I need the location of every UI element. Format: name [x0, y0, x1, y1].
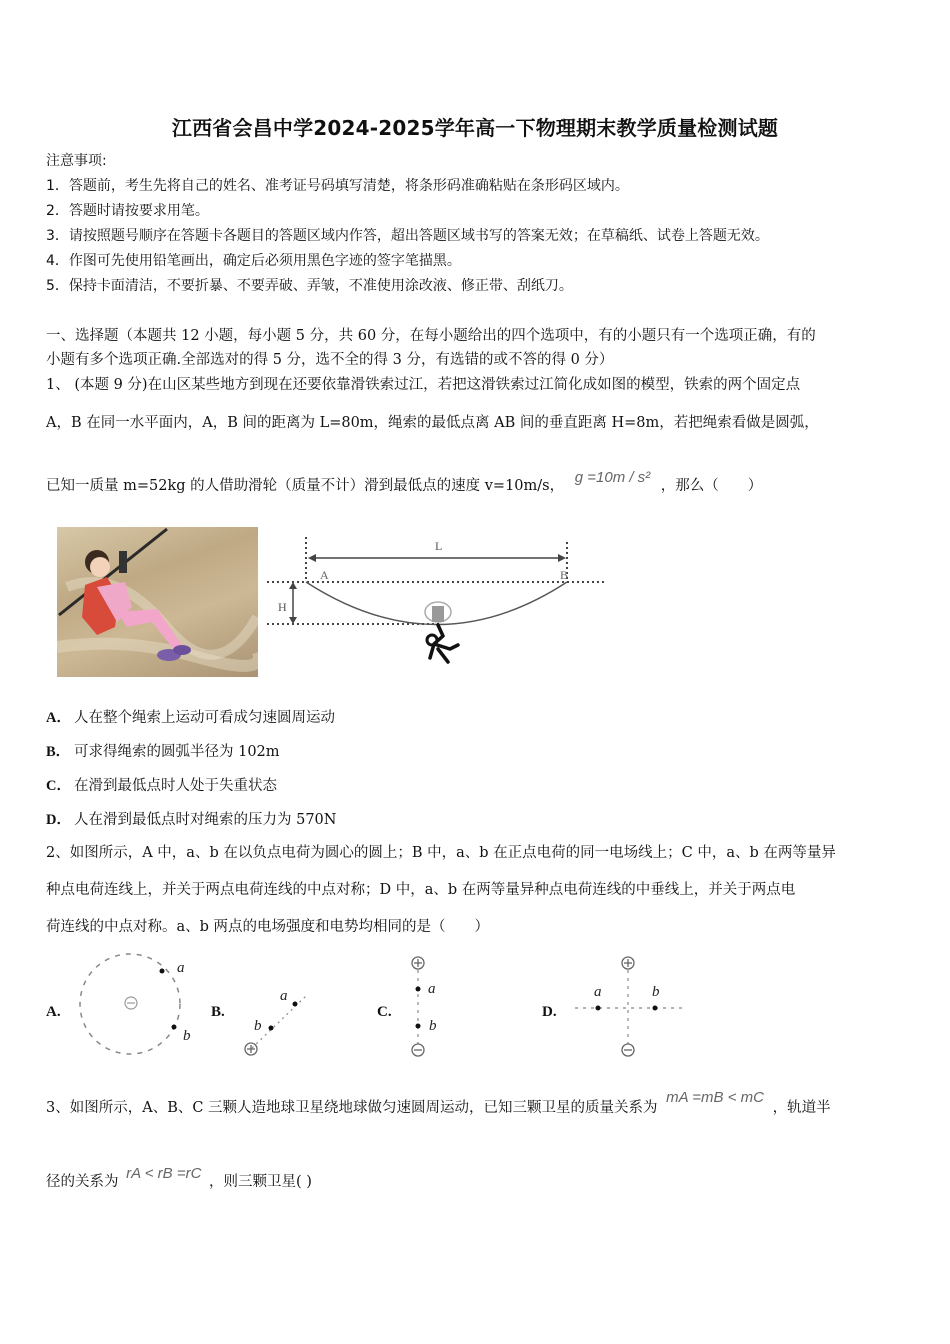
figure-d: [570, 952, 690, 1066]
figure-label: A.: [46, 1004, 61, 1020]
label-L: L: [435, 539, 443, 553]
zipline-photo-illustration: [57, 527, 258, 677]
option-a[interactable]: [46, 706, 335, 727]
point-a: a: [177, 960, 185, 976]
section-instructions: 小题有多个选项正确.全部选对的得 5 分，选不全的得 3 分，有选错的或不答的得 0 分）: [46, 352, 614, 368]
question-text: 2、如图所示，A 中，a、b 在以负点电荷为圆心的圆上；B 中，a、b 在正点电荷的同一电场线上；C 中，a、b 在两等量异: [46, 845, 836, 861]
question-text: [46, 1165, 312, 1192]
figure-label: B.: [211, 1004, 225, 1020]
label-A: A: [320, 568, 329, 582]
point-b: b: [429, 1018, 437, 1034]
figure-c: [400, 952, 460, 1066]
point-a: a: [594, 984, 602, 1000]
figure-b-option[interactable]: [211, 1001, 225, 1021]
point-a: a: [280, 988, 288, 1004]
figure-d-option[interactable]: [542, 1001, 557, 1021]
option-label: B．: [46, 744, 71, 760]
question-text-part: 径的关系为: [46, 1174, 119, 1190]
option-label: A．: [46, 710, 71, 726]
mass-relation-formula: mA =mB < mC: [666, 1089, 764, 1106]
gravity-formula: g =10m / s²: [574, 469, 651, 486]
page-title: 江西省会昌中学2024-2025学年高一下物理期末教学质量检测试题: [171, 116, 779, 140]
question-text: 荷连线的中点对称。a、b 两点的电场强度和电势均相同的是（ ）: [46, 919, 490, 935]
figure-a-svg: [75, 950, 205, 1060]
figure-c-svg: [400, 952, 460, 1062]
section-instructions: 一、选择题（本题共 12 小题，每小题 5 分，共 60 分，在每小题给出的四个选项中，有的小题只有一个选项正确，有的: [46, 328, 816, 344]
figure-label: D.: [542, 1004, 557, 1020]
notice-item: 4．作图可先使用铅笔画出，确定后必须用黑色字迹的签字笔描黑。: [46, 253, 461, 269]
option-text: 可求得绳索的圆弧半径为 102m: [74, 744, 280, 760]
question-text: [46, 469, 763, 496]
label-H: H: [278, 600, 287, 614]
figure-label: C.: [377, 1004, 392, 1020]
label-B: B: [560, 568, 569, 582]
point-a: a: [428, 981, 436, 997]
question-text: [46, 1089, 831, 1118]
option-text: 在滑到最低点时人处于失重状态: [74, 778, 277, 794]
question-text: 种点电荷连线上，并关于两点电荷连线的中点对称；D 中，a、b 在两等量异种点电荷连线的中垂线上，并关于两点电: [46, 882, 796, 898]
zipline-photo: [57, 527, 258, 677]
point-b: b: [254, 1018, 262, 1034]
question-text-part: ，轨道半: [772, 1100, 831, 1116]
question-text: A，B 在同一水平面内，A，B 间的距离为 L=80m，绳索的最低点离 AB 间的垂直距离 H=8m，若把绳索看做是圆弧，: [46, 415, 819, 431]
option-text: 人在滑到最低点时对绳索的压力为 570N: [74, 812, 337, 828]
option-b[interactable]: [46, 740, 280, 761]
notice-item: 3．请按照题号顺序在答题卡各题目的答题区域内作答，超出答题区域书写的答案无效；在草稿纸、试卷上答题无效。: [46, 228, 769, 244]
question-text-part: 已知一质量 m=52kg 的人借助滑轮（质量不计）滑到最低点的速度 v=10m/s，: [46, 478, 565, 494]
option-text: 人在整个绳索上运动可看成匀速圆周运动: [74, 710, 335, 726]
figure-b: [238, 980, 318, 1064]
point-b: b: [652, 984, 660, 1000]
notice-item: 2．答题时请按要求用笔。: [46, 203, 209, 219]
question-text-part: ，则三颗卫星( ): [209, 1174, 312, 1190]
option-label: D．: [46, 812, 71, 828]
notice-item: 5．保持卡面清洁，不要折暴、不要弄破、弄皱，不准使用涂改液、修正带、刮纸刀。: [46, 278, 573, 294]
question-text: 1、 (本题 9 分)在山区某些地方到现在还要依靠滑铁索过江，若把这滑铁索过江简化成如图的模型，铁索的两个固定点: [46, 377, 801, 393]
zipline-diagram: [262, 532, 612, 686]
question-text-part: ，那么（ ）: [660, 478, 763, 494]
notice-item: 1．答题前，考生先将自己的姓名、准考证号码填写清楚，将条形码准确粘贴在条形码区域内。: [46, 178, 629, 194]
option-label: C．: [46, 778, 71, 794]
option-d[interactable]: [46, 808, 336, 829]
figure-a: [75, 950, 205, 1064]
zipline-diagram-svg: [262, 532, 612, 682]
point-b: b: [183, 1028, 191, 1044]
figure-c-option[interactable]: [377, 1001, 392, 1021]
option-c[interactable]: [46, 774, 277, 795]
figure-d-svg: [570, 952, 690, 1062]
radius-relation-formula: rA < rB =rC: [126, 1165, 202, 1182]
figure-b-svg: [238, 980, 318, 1060]
question-text-part: 3、如图所示，A、B、C 三颗人造地球卫星绕地球做匀速圆周运动，已知三颗卫星的质量关系为: [46, 1100, 658, 1116]
notice-heading: 注意事项:: [46, 153, 107, 169]
figure-a-option[interactable]: [46, 1001, 61, 1021]
